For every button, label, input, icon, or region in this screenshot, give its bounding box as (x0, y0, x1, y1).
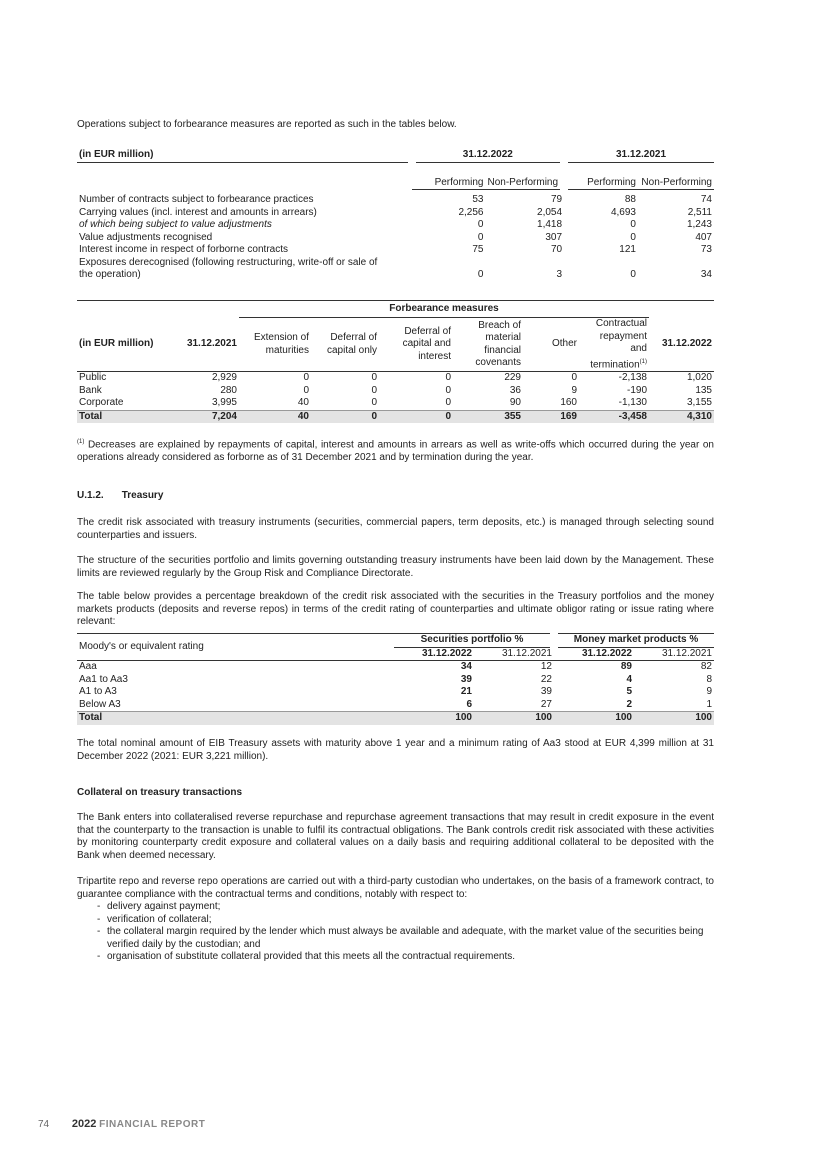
cell: 2,256 (458, 206, 484, 218)
table-row (77, 207, 714, 220)
cell: 6 (466, 698, 472, 710)
list-item: - verification of collateral; (77, 914, 714, 927)
cell: 70 (550, 244, 563, 255)
column-header: Deferral of capital only (311, 318, 379, 372)
table-row (77, 397, 714, 410)
section-title: Treasury (121, 490, 164, 501)
row-label: Carrying values (incl. interest and amounts in arrears) (79, 206, 317, 218)
subsection-heading: Collateral on treasury transactions (77, 787, 243, 798)
paragraph: The table below provides a percentage breakdown of the credit risk associated with the securities in the Treasury portfolios and the money markets products (deposits and reverse repos) in terms of the credit rating of counterparties and ultimate obligor rating or issue rating where relevant: (77, 591, 714, 627)
cell: 34 (460, 661, 472, 672)
group-header: Money market products % (554, 634, 714, 648)
cell: 1,020 (686, 372, 712, 384)
section-number: U.1.2. (77, 490, 104, 501)
column-header: 31.12.2022 (581, 647, 632, 659)
cell: -1,130 (618, 397, 647, 409)
row-label: Total (77, 712, 394, 725)
paragraph: The total nominal amount of EIB Treasury assets with maturity above 1 year and a minimum rating of Aa3 stood at EUR 4,399 million at 31 December 2022 (2021: EUR 3,221 million). (77, 738, 714, 762)
column-header: 31.12.2021 (661, 647, 712, 659)
table-unit-label: (in EUR million) (77, 149, 412, 162)
cell: 169 (523, 410, 579, 423)
table-row (77, 699, 714, 712)
cell: -3,458 (579, 410, 649, 423)
cell: 0 (445, 397, 451, 409)
row-label: Interest income in respect of forborne contracts (79, 244, 288, 255)
column-header: Moody's or equivalent rating (77, 634, 394, 661)
column-header: Performing (564, 177, 638, 190)
cell: 0 (445, 372, 451, 384)
cell: 0 (371, 372, 377, 384)
cell: 0 (571, 372, 577, 384)
cell: -2,138 (618, 372, 647, 384)
table-row (77, 257, 714, 282)
row-label: Public (79, 372, 107, 384)
cell: 36 (509, 384, 521, 396)
paragraph: The structure of the securities portfolio and limits governing outstanding treasury instruments have been laid down by the Management. These limits are reviewed regularly by the Group Risk and Compliance Directorate. (77, 555, 714, 579)
paragraph: The Bank enters into collateralised reverse repurchase and repurchase agreement transactions that may result in credit exposure in the event that the counterparty to the transaction is unable to fulfil its contractual obligations. The Bank controls credit risk associated with these activities by monitoring counterparty credit exposure and collateral values on a daily basis and requiring additional collateral to be deposited with the Bank when deemed necessary. (77, 812, 714, 861)
credit-rating-table (77, 633, 714, 725)
cell: 3,155 (686, 397, 712, 409)
cell: 0 (371, 397, 377, 409)
column-header: Breach of material financial covenants (453, 318, 523, 372)
cell: 100 (634, 712, 714, 725)
row-label: Value adjustments recognised (79, 231, 213, 243)
column-header: (in EUR million) (77, 318, 169, 372)
cell: 21 (460, 686, 472, 697)
cell: 22 (540, 673, 552, 685)
cell: 39 (540, 686, 552, 697)
row-label: Bank (79, 384, 102, 396)
forbearance-summary-table (77, 149, 714, 282)
row-label: of which being subject to value adjustments (79, 219, 272, 230)
group-header: Securities portfolio % (394, 634, 554, 648)
table-row (77, 661, 714, 674)
cell: 40 (297, 397, 309, 409)
row-label: Aaa (79, 661, 97, 672)
row-label: A1 to A3 (79, 686, 117, 697)
cell: 4,310 (649, 410, 714, 423)
row-label: Total (77, 410, 169, 423)
cell: 0 (477, 269, 484, 280)
cell: 121 (619, 244, 636, 255)
cell: 75 (472, 244, 484, 255)
cell: 0 (371, 384, 377, 396)
cell: 53 (472, 194, 484, 205)
cell: 4,693 (610, 206, 636, 218)
report-title: FINANCIAL REPORT (99, 1119, 206, 1130)
column-header: Other (523, 318, 579, 372)
cell: 407 (695, 231, 712, 243)
cell: 82 (700, 661, 712, 672)
forbearance-movements-table (77, 300, 714, 423)
cell: 0 (630, 269, 636, 280)
cell: 2 (626, 698, 632, 710)
cell: 307 (545, 231, 563, 243)
row-label: Exposures derecognised (following restructuring, write-off or sale of the operation) (79, 256, 378, 280)
cell: 2,929 (211, 372, 237, 384)
table-row (77, 219, 714, 232)
cell: -190 (626, 384, 647, 396)
cell: 0 (630, 219, 636, 230)
cell: 5 (626, 686, 632, 697)
cell: 0 (630, 231, 636, 243)
cell: 3,995 (211, 397, 237, 409)
cell: 2,511 (687, 206, 712, 218)
table-row (77, 372, 714, 385)
list-item: - the collateral margin required by the lender which must always be available and adequate, with the market value of the securities being verified daily by the custodian; and (77, 926, 714, 951)
page-number: 74 (38, 1119, 50, 1130)
cell: 355 (453, 410, 523, 423)
cell: 2,054 (537, 206, 563, 218)
row-label: Number of contracts subject to forbearance practices (79, 194, 314, 205)
table-row (77, 674, 714, 687)
cell: 9 (706, 686, 712, 697)
row-label: Corporate (79, 397, 124, 409)
cell: 12 (540, 661, 552, 672)
cell: 229 (504, 372, 521, 384)
column-group-date: 31.12.2021 (564, 149, 714, 162)
cell: 0 (445, 384, 451, 396)
column-header: Extension of maturities (239, 318, 311, 372)
cell: 1,243 (686, 219, 712, 230)
cell: 0 (379, 410, 453, 423)
cell: 0 (303, 384, 309, 396)
cell: 0 (477, 219, 484, 230)
cell: 280 (220, 384, 237, 396)
list-item: - organisation of substitute collateral provided that this meets all the contractual requirements. (77, 951, 714, 964)
report-year: 2022 (71, 1118, 97, 1130)
cell: 74 (700, 194, 712, 205)
column-header: Non-Performing (485, 177, 564, 190)
column-header: Contractual repayment and termination$^{(1)}$ (579, 318, 649, 372)
column-header: Deferral of capital and interest (379, 318, 453, 372)
column-header: 31.12.2022 (421, 647, 472, 659)
cell: 4 (626, 673, 632, 685)
total-row (77, 410, 714, 423)
cell: 73 (700, 244, 712, 255)
cell: 0 (303, 372, 309, 384)
cell: 135 (695, 384, 712, 396)
column-header: 31.12.2021 (501, 647, 552, 659)
cell: 1,418 (537, 219, 563, 230)
intro-paragraph: Operations subject to forbearance measures are reported as such in the tables below. (77, 119, 457, 130)
cell: 7,204 (169, 410, 239, 423)
cell: 100 (394, 712, 474, 725)
paragraph: Tripartite repo and reverse repo operations are carried out with a third-party custodian who undertakes, on the basis of a framework contract, to guarantee compliance with the contractual terms and conditions, notably with respect to: (77, 876, 714, 900)
cell: 90 (509, 397, 521, 409)
cell: 34 (700, 269, 712, 280)
cell: 79 (550, 194, 563, 205)
cell: 3 (556, 269, 563, 280)
cell: 100 (554, 712, 634, 725)
table-row (77, 686, 714, 699)
group-header: Forbearance measures (239, 301, 649, 318)
column-header: Performing (412, 177, 486, 190)
cell: 8 (706, 673, 712, 685)
table-footnote: $^{(1)}$ Decreases are explained by repayments of capital, interest and amounts in arrears as well as write-offs which occurred during the year on operations already considered as forborne as of 31 December 2021 and by termination during the year. (77, 439, 714, 463)
cell: 0 (477, 231, 484, 243)
cell: 40 (239, 410, 311, 423)
table-row (77, 385, 714, 398)
bullet-list (77, 901, 714, 964)
paragraph: The credit risk associated with treasury instruments (securities, commercial papers, term deposits, etc.) is managed through selecting sound counterparties and issuers. (77, 517, 714, 541)
column-header: 31.12.2021 (169, 318, 239, 372)
row-label: Aa1 to Aa3 (79, 673, 128, 685)
cell: 88 (624, 194, 636, 205)
cell: 89 (620, 661, 632, 672)
cell: 1 (706, 698, 712, 710)
cell: 160 (560, 397, 577, 409)
cell: 100 (474, 712, 554, 725)
column-group-date: 31.12.2022 (412, 149, 564, 162)
row-label: Below A3 (79, 698, 121, 710)
table-row (77, 232, 714, 245)
column-header: Non-Performing (638, 177, 714, 190)
list-item: - delivery against payment; (77, 901, 714, 914)
cell: 27 (540, 698, 552, 710)
cell: 39 (460, 673, 472, 685)
column-header: 31.12.2022 (649, 318, 714, 372)
table-row (77, 194, 714, 207)
page-footer (38, 1118, 205, 1130)
section-heading (77, 490, 714, 501)
total-row (77, 712, 714, 725)
cell: 9 (571, 384, 577, 396)
cell: 0 (311, 410, 379, 423)
table-row (77, 244, 714, 257)
